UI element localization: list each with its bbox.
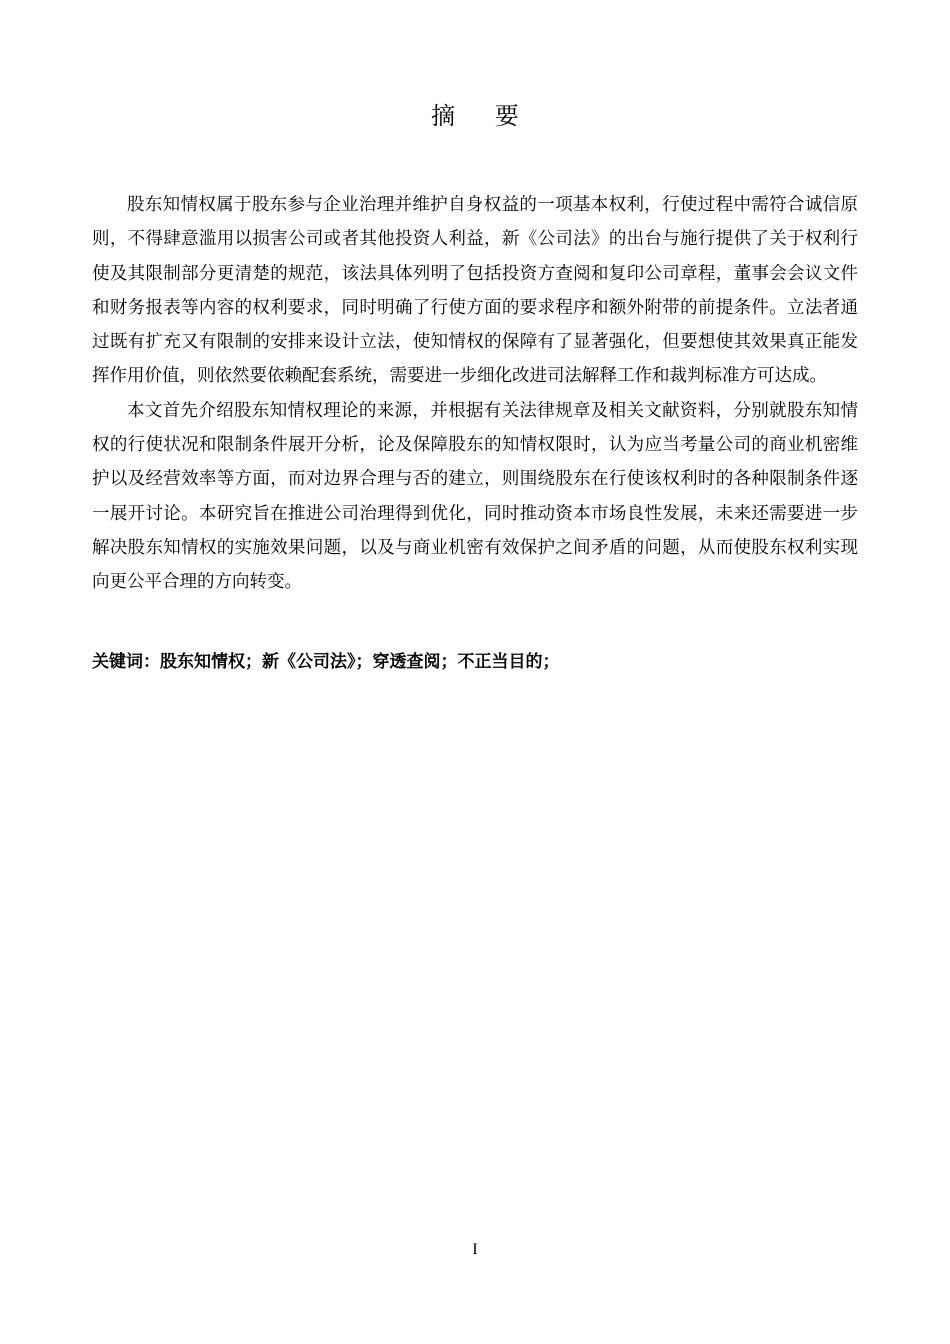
page-title: 摘 要 — [431, 102, 535, 130]
abstract-body — [92, 188, 858, 600]
page-number: I — [472, 1241, 478, 1258]
abstract-paragraph-1: 股东知情权属于股东参与企业治理并维护自身权益的一项基本权利，行使过程中需符合诚信原则，不得肆意滥用以损害公司或者其他投资人利益，新《公司法》的出台与施行提供了关于权利行使及其限制部分更清楚的规范，该法具体列明了包括投资方查阅和复印公司章程，董事会会议文件和财务报表等内容的权利要求，同时明确了行使方面的要求程序和额外附带的前提条件。立法者通过既有扩充又有限制的安排来设计立法，使知情权的保障有了显著强化，但要想使其效果真正能发挥作用价值，则依然要依赖配套系统，需要进一步细化改进司法解释工作和裁判标准方可达成。 — [92, 195, 858, 387]
keywords-line: 关键词：股东知情权；新《公司法》；穿透查阅；不正当目的； — [92, 652, 560, 672]
abstract-paragraph-2: 本文首先介绍股东知情权理论的来源，并根据有关法律规章及相关文献资料，分别就股东知情权的行使状况和限制条件展开分析，论及保障股东的知情权限时，认为应当考量公司的商业机密维护以及经营效率等方面，而对边界合理与否的建立，则围绕股东在行使该权利时的各种限制条件逐一展开讨论。本研究旨在推进公司治理得到优化，同时推动资本市场良性发展，未来还需要进一步解决股东知情权的实施效果问题，以及与商业机密有效保护之间矛盾的问题，从而使股东权利实现向更公平合理的方向转变。 — [92, 400, 858, 593]
